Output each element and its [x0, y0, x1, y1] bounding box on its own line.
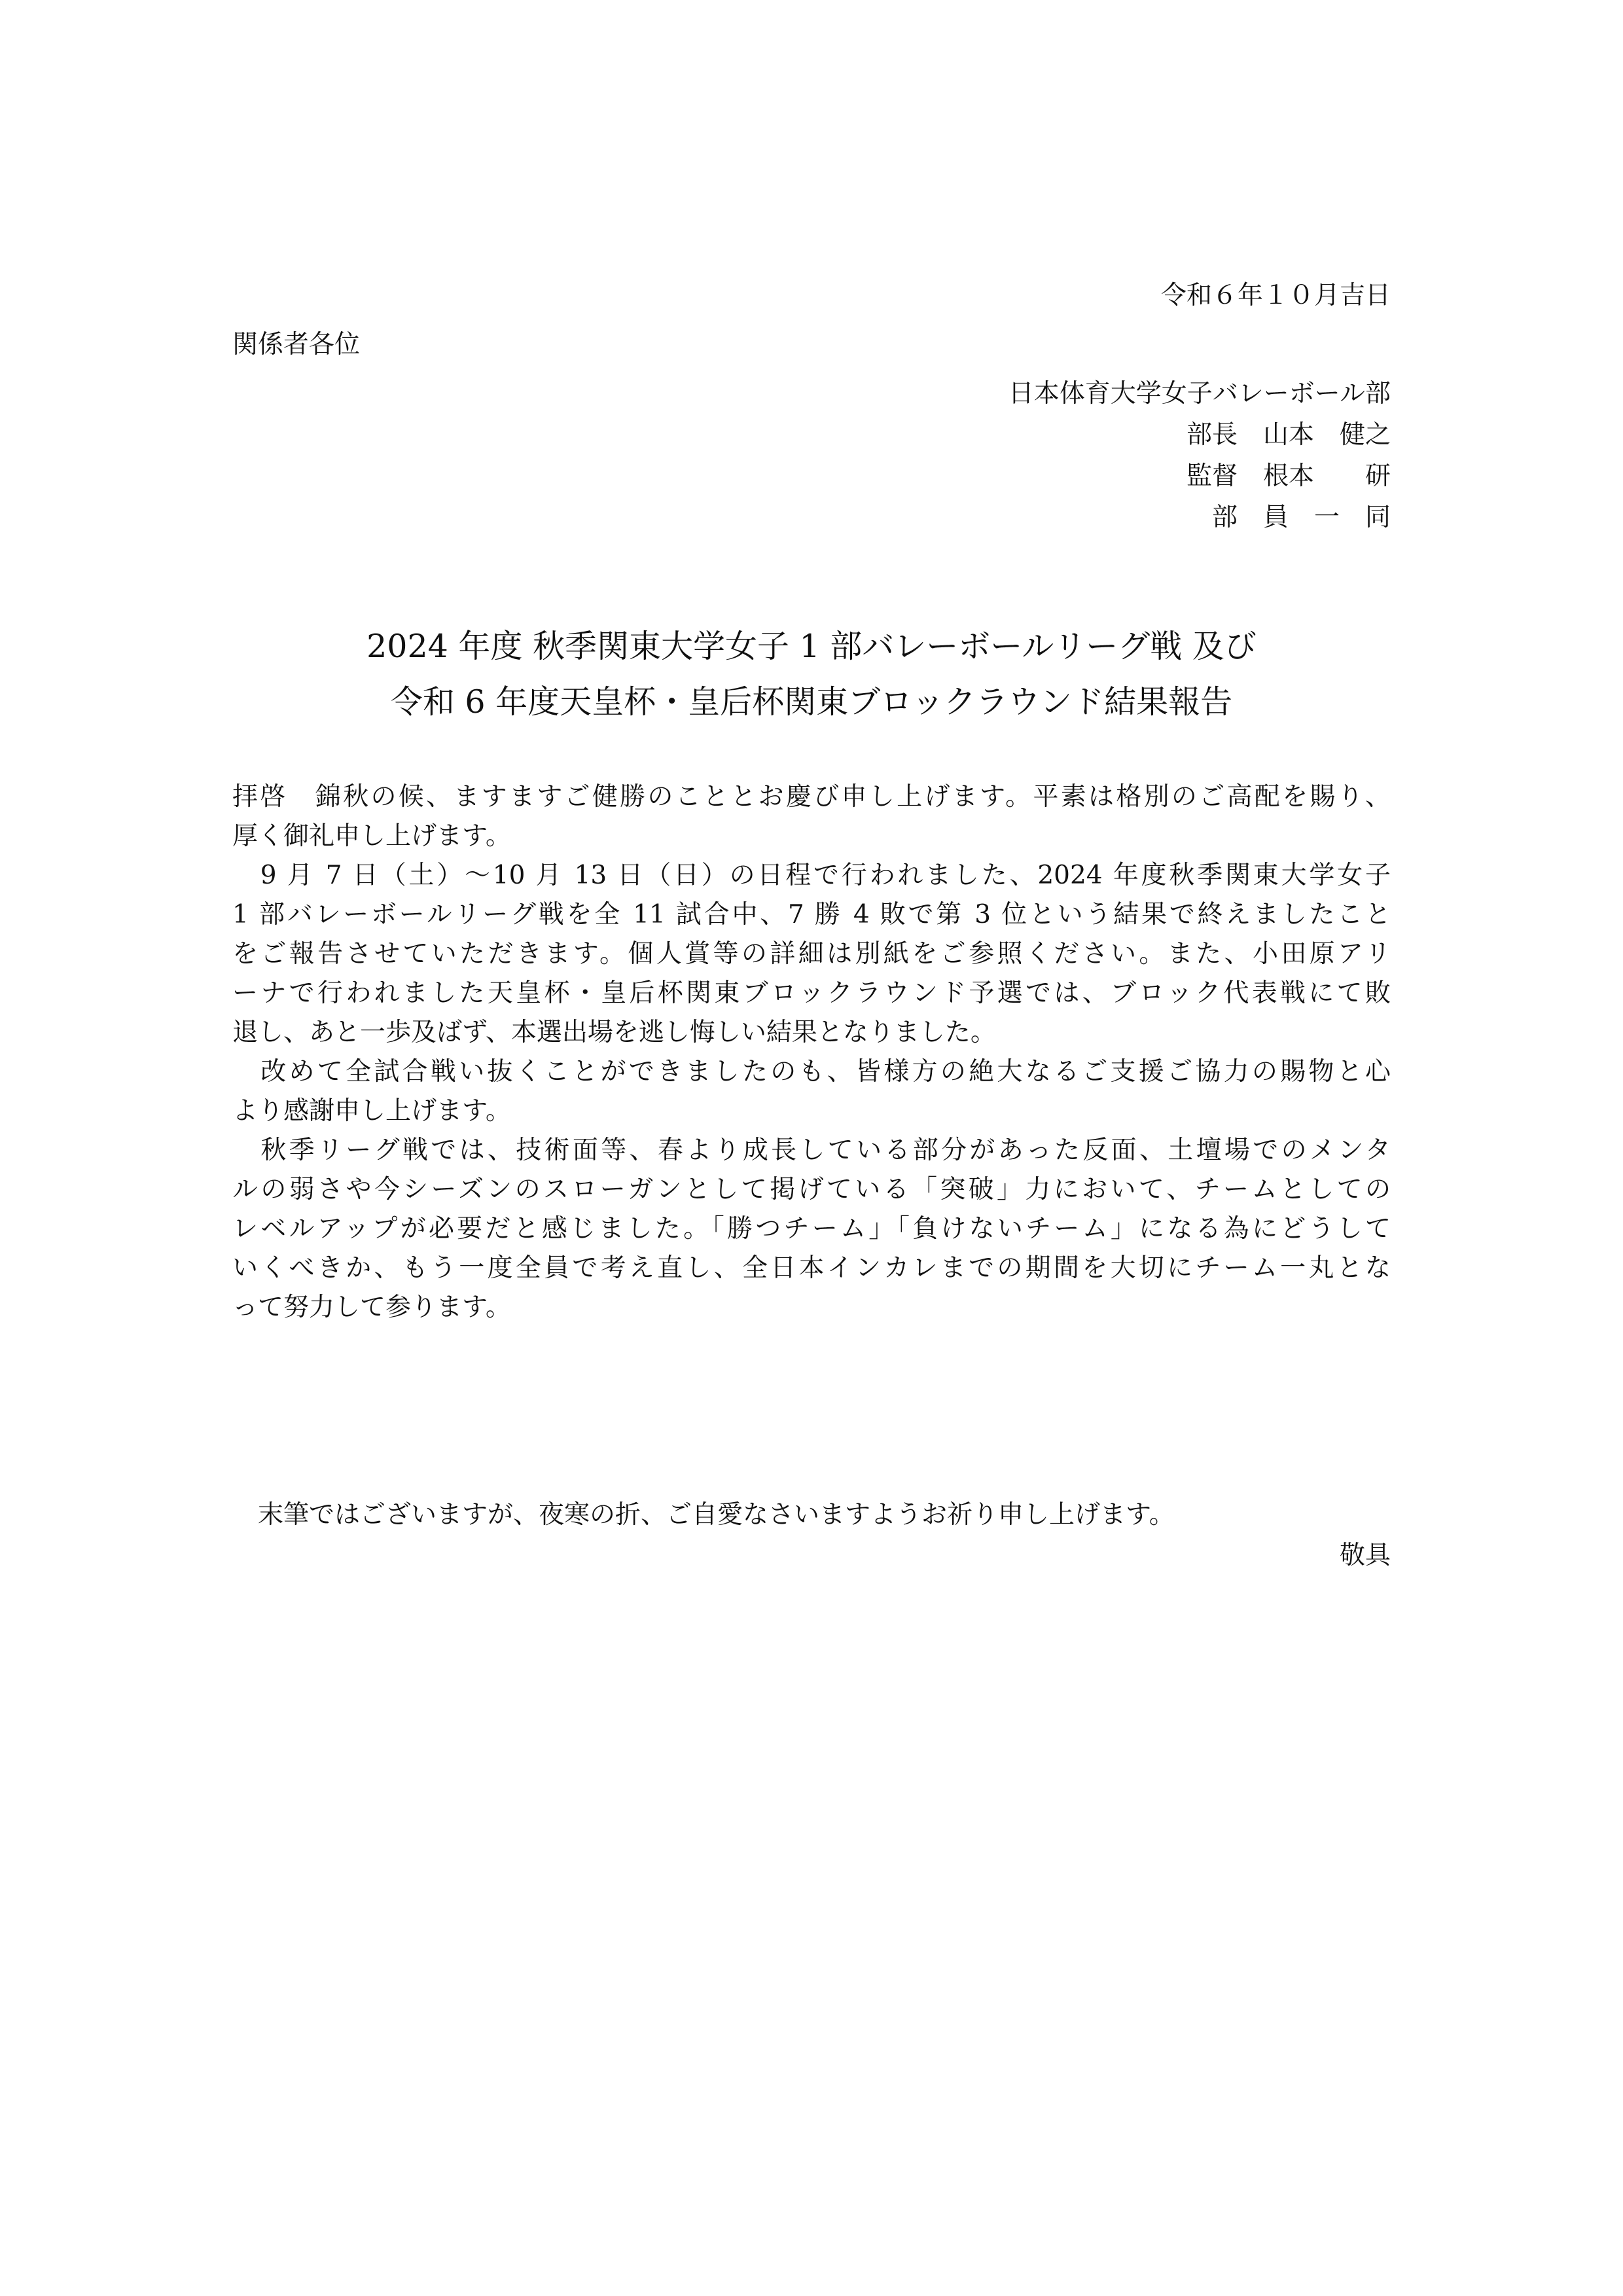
- title-line-2: 令和 6 年度天皇杯・皇后杯関東ブロックラウンド結果報告: [390, 683, 1233, 721]
- addressee: 関係者各位: [232, 330, 361, 359]
- document-title: [232, 619, 1391, 730]
- body-line: 退し、あと一歩及ばず、本選出場を逃し悔しい結果となりました。: [232, 1018, 996, 1047]
- body-line: 1 部バレーボールリーグ戦を全 11 試合中、7 勝 4 敗で第 3 位という結果で終えましたこと: [232, 900, 1391, 929]
- letter-date: 令和６年１０月吉日: [1160, 281, 1391, 310]
- body-line: レベルアップが必要だと感じました。「勝つチーム」「負けないチーム」になる為にどうして: [232, 1214, 1391, 1244]
- title-line-1: 2024 年度 秋季関東大学女子 1 部バレーボールリーグ戦 及び: [366, 628, 1257, 665]
- sender-director: 部長 山本 健之: [1186, 420, 1391, 450]
- body-line: 改めて全試合戦い抜くことができましたのも、皆様方の絶大なるご支援ご協力の賜物と心: [232, 1057, 1391, 1086]
- body-line: 厚く御礼申し上げます。: [232, 821, 511, 851]
- body-line: ルの弱さや今シーズンのスローガンとして掲げている「突破」力において、チームとしての: [232, 1175, 1391, 1204]
- body-line: 9 月 7 日（土）～10 月 13 日（日）の日程で行われました、2024 年度秋季関東大学女子: [232, 861, 1391, 890]
- body-line: をご報告させていただきます。個人賞等の詳細は別紙をご参照ください。また、小田原アリ: [232, 939, 1391, 969]
- sender-members: 部 員 一 同: [1211, 503, 1391, 532]
- body-line: って努力して参ります。: [232, 1293, 511, 1322]
- closing-word: 敬具: [1339, 1541, 1391, 1570]
- sender-coach: 監督 根本 研: [1186, 461, 1391, 491]
- body-line: 秋季リーグ戦では、技術面等、春より成長している部分があった反面、土壇場でのメンタ: [232, 1136, 1391, 1165]
- sender-organization: 日本体育大学女子バレーボール部: [1008, 379, 1391, 408]
- letter-body: [232, 778, 1391, 1327]
- closing-wish: 末筆ではございますが、夜寒の折、ご自愛なさいますようお祈り申し上げます。: [232, 1500, 1175, 1530]
- body-line: より感謝申し上げます。: [232, 1096, 511, 1126]
- sender-block: [1008, 373, 1391, 538]
- body-line: 拝啓 錦秋の候、ますますご健勝のこととお慶び申し上げます。平素は格別のご高配を賜り、: [232, 782, 1391, 812]
- body-line: いくべきか、もう一度全員で考え直し、全日本インカレまでの期間を大切にチーム一丸とな: [232, 1253, 1391, 1283]
- body-line: ーナで行われました天皇杯・皇后杯関東ブロックラウンド予選では、ブロック代表戦にて敗: [232, 978, 1391, 1008]
